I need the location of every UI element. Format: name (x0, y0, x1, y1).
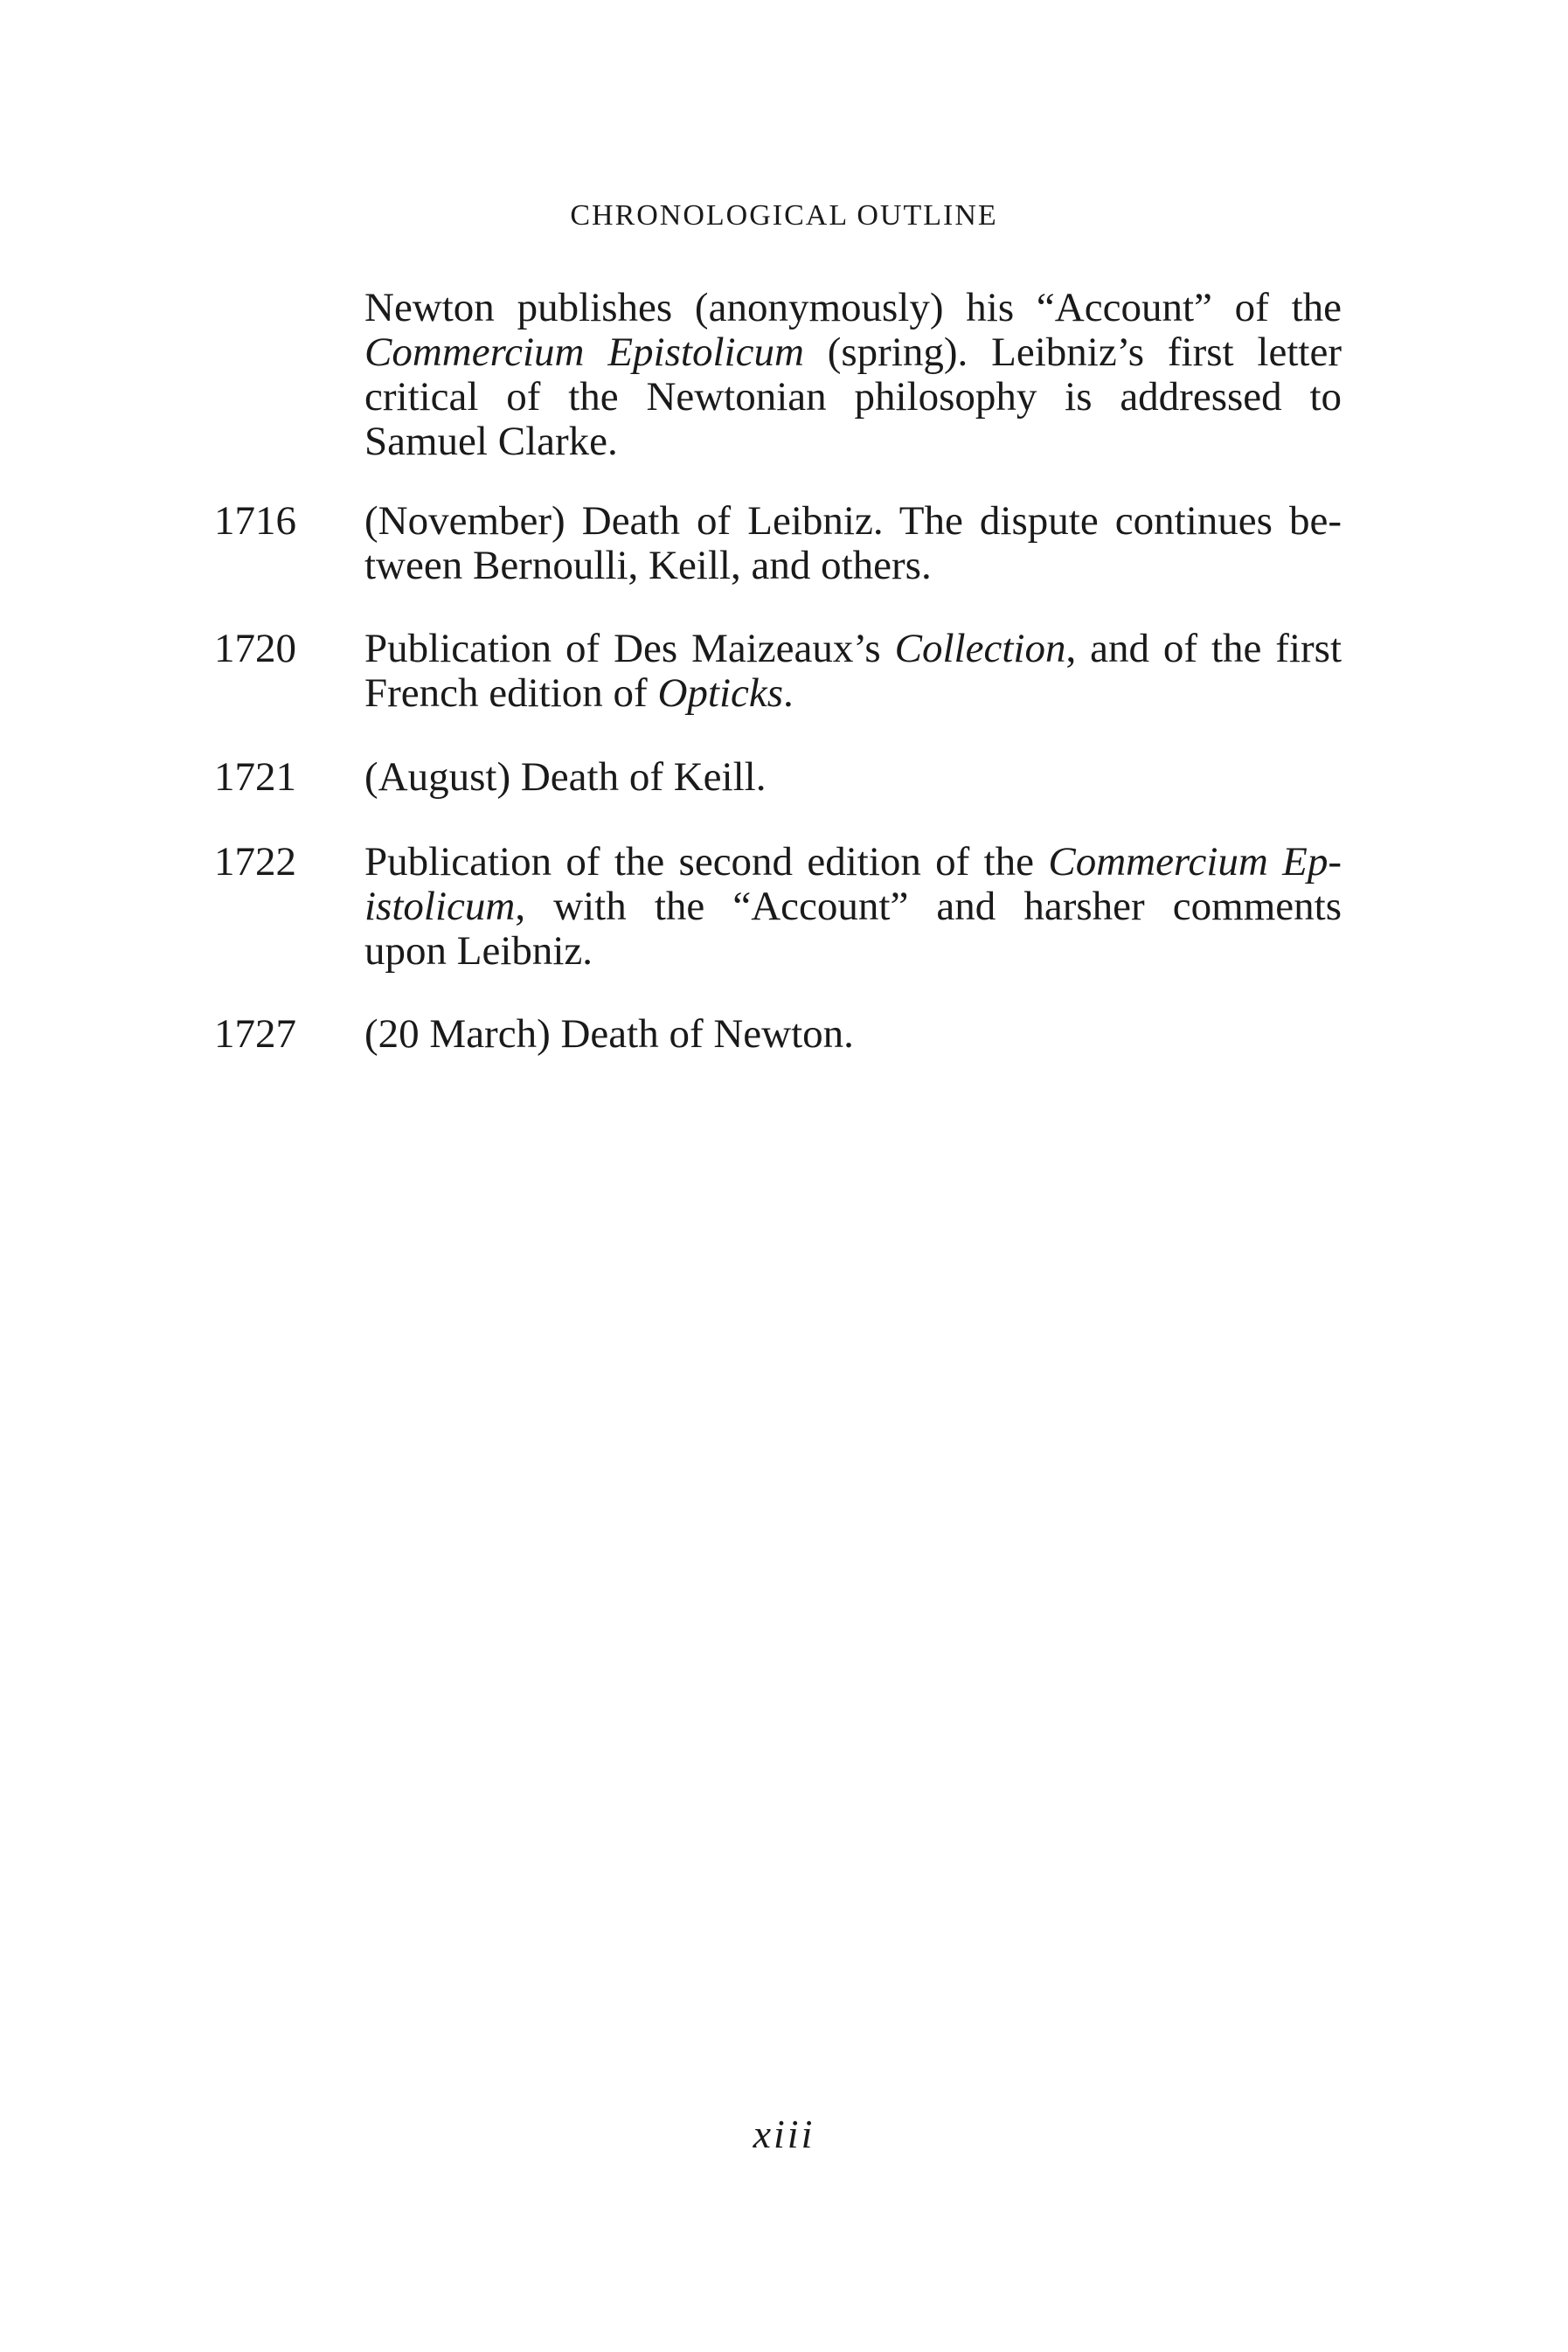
entry-line: Samuel Clarke. (364, 419, 618, 464)
page-number: xiii (753, 2112, 815, 2156)
entry-year: 1721 (214, 754, 296, 800)
entry-line: (20 March) Death of Newton. (364, 1011, 854, 1057)
entry-year: 1716 (214, 498, 296, 544)
entry-line: Publication of Des Maizeaux’s Collection, and of the first (364, 626, 1342, 671)
entry-year: 1722 (214, 839, 296, 885)
entry-line: Newton publishes (anonymously) his “Account” of the (364, 285, 1342, 330)
entry-line: Publication of the second edition of the Commercium Ep- (364, 839, 1342, 885)
entry-text (364, 1012, 1342, 1057)
entry-text (364, 840, 1342, 974)
entry-line: Commercium Epistolicum (spring). Leibniz’s first letter (364, 330, 1342, 375)
entry-text (364, 499, 1342, 588)
entry-line: French edition of Opticks. (364, 670, 794, 716)
entry-line: (November) Death of Leibniz. The dispute continues be- (364, 498, 1342, 544)
entry-line: upon Leibniz. (364, 928, 593, 974)
entry-line: tween Bernoulli, Keill, and others. (364, 543, 932, 588)
entry-line: critical of the Newtonian philosophy is addressed to (364, 374, 1342, 420)
entry-year: 1727 (214, 1011, 296, 1057)
entry-line: (August) Death of Keill. (364, 754, 767, 800)
entry-line: istolicum, with the “Account” and harsher comments (364, 884, 1342, 929)
entry-text (364, 286, 1342, 464)
entry-text (364, 755, 1342, 800)
running-head: CHRONOLOGICAL OUTLINE (570, 199, 998, 232)
entry-text (364, 627, 1342, 716)
entry-year: 1720 (214, 626, 296, 671)
